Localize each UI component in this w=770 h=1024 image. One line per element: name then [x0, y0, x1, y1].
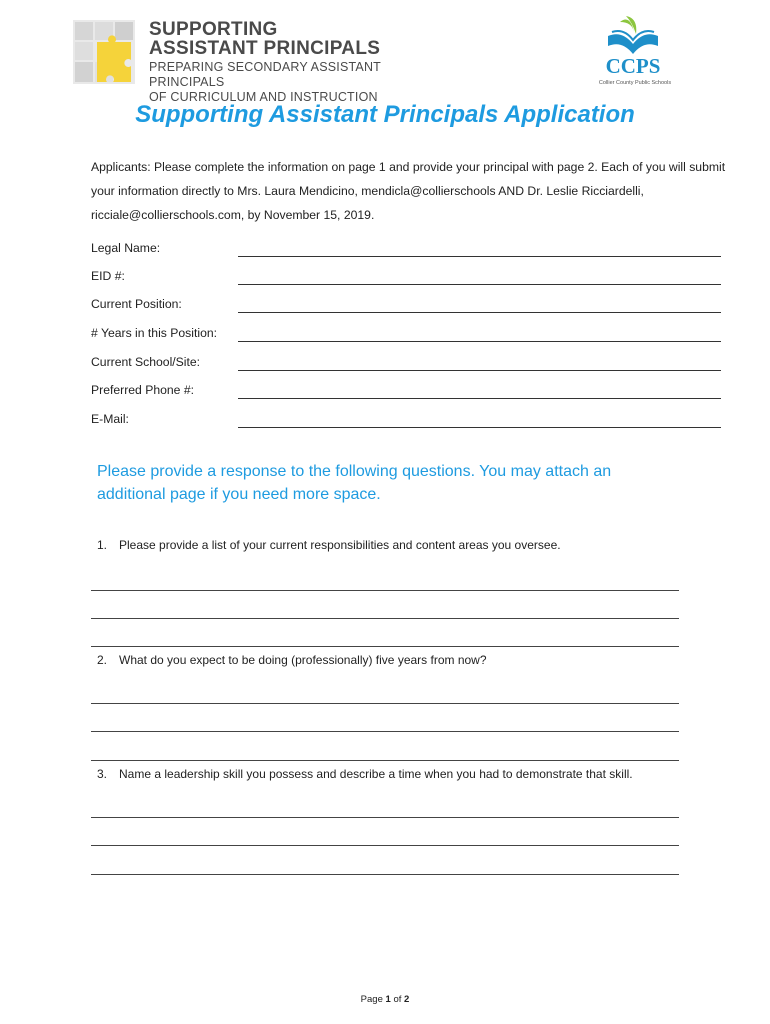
response-instructions: Please provide a response to the following questions. You may attach an additional page if you need more space. — [97, 463, 612, 503]
brand-subtitle — [149, 60, 453, 105]
current-school-input[interactable] — [238, 370, 721, 371]
field-label: Preferred Phone #: — [91, 383, 194, 397]
answer-1-line-3[interactable] — [91, 646, 679, 647]
answer-1-line-2[interactable] — [91, 618, 679, 619]
field-eid[interactable] — [91, 269, 721, 293]
legal-name-input[interactable] — [238, 256, 721, 257]
of-word: of — [393, 994, 402, 1005]
field-current-school[interactable] — [91, 355, 721, 379]
field-legal-name[interactable] — [91, 241, 721, 265]
email-input[interactable] — [238, 427, 721, 428]
program-logo — [73, 18, 453, 104]
question-text: Name a leadership skill you possess and describe a time when you had to demonstrate that skill. — [119, 767, 633, 781]
brand-title-line2: ASSISTANT PRINCIPALS — [149, 38, 381, 59]
ccps-wordmark: CCPS — [605, 54, 661, 78]
field-label: EID #: — [91, 269, 125, 283]
field-email[interactable] — [91, 412, 721, 436]
current-position-input[interactable] — [238, 312, 721, 313]
question-text: What do you expect to be doing (professionally) five years from now? — [119, 653, 487, 667]
field-years-in-position[interactable] — [91, 326, 721, 350]
answer-3-line-2[interactable] — [91, 845, 679, 846]
page-total: 2 — [404, 994, 410, 1005]
intro-text: Applicants: Please complete the information on page 1 and provide your principal with page 2. Each of you will submit your information directly to Mrs. Laura Mendicino, mendicla@collierschools AND Dr. Leslie Ricciardelli, ricciale@collierschools.com, by November 15, 2019. — [91, 160, 726, 222]
field-label: E-Mail: — [91, 412, 129, 426]
puzzle-icon — [73, 20, 135, 84]
book-icon — [588, 14, 678, 56]
brand-title-line1: SUPPORTING — [149, 19, 278, 40]
field-label: Current Position: — [91, 297, 182, 311]
ccps-logo — [588, 14, 688, 94]
eid-input[interactable] — [238, 284, 721, 285]
brand-sub-line2: OF CURRICULUM AND INSTRUCTION — [149, 90, 378, 104]
question-text: Please provide a list of your current responsibilities and content areas you oversee. — [119, 538, 561, 552]
page-word: Page — [360, 994, 383, 1005]
answer-2-line-1[interactable] — [91, 703, 679, 704]
question-1 — [97, 538, 561, 552]
question-2 — [97, 653, 487, 667]
field-preferred-phone[interactable] — [91, 383, 721, 407]
field-label: # Years in this Position: — [91, 326, 218, 340]
question-3 — [97, 767, 633, 781]
question-number: 3. — [97, 767, 108, 781]
phone-input[interactable] — [238, 398, 721, 399]
brand-sub-line1: PREPARING SECONDARY ASSISTANT PRINCIPALS — [149, 60, 381, 89]
field-current-position[interactable] — [91, 297, 721, 321]
ccps-subtitle: Collier County Public Schools — [598, 80, 672, 86]
page-title: Supporting Assistant Principals Application — [135, 101, 635, 128]
field-label: Current School/Site: — [91, 355, 201, 369]
years-input[interactable] — [238, 341, 721, 342]
page-number: 1 — [385, 994, 391, 1005]
brand-title — [149, 20, 380, 58]
question-number: 2. — [97, 653, 108, 667]
field-label: Legal Name: — [91, 241, 161, 255]
page-footer — [0, 994, 770, 1005]
answer-1-line-1[interactable] — [91, 590, 679, 591]
answer-2-line-3[interactable] — [91, 760, 679, 761]
answer-3-line-3[interactable] — [91, 874, 679, 875]
answer-2-line-2[interactable] — [91, 731, 679, 732]
question-number: 1. — [97, 538, 108, 552]
answer-3-line-1[interactable] — [91, 817, 679, 818]
